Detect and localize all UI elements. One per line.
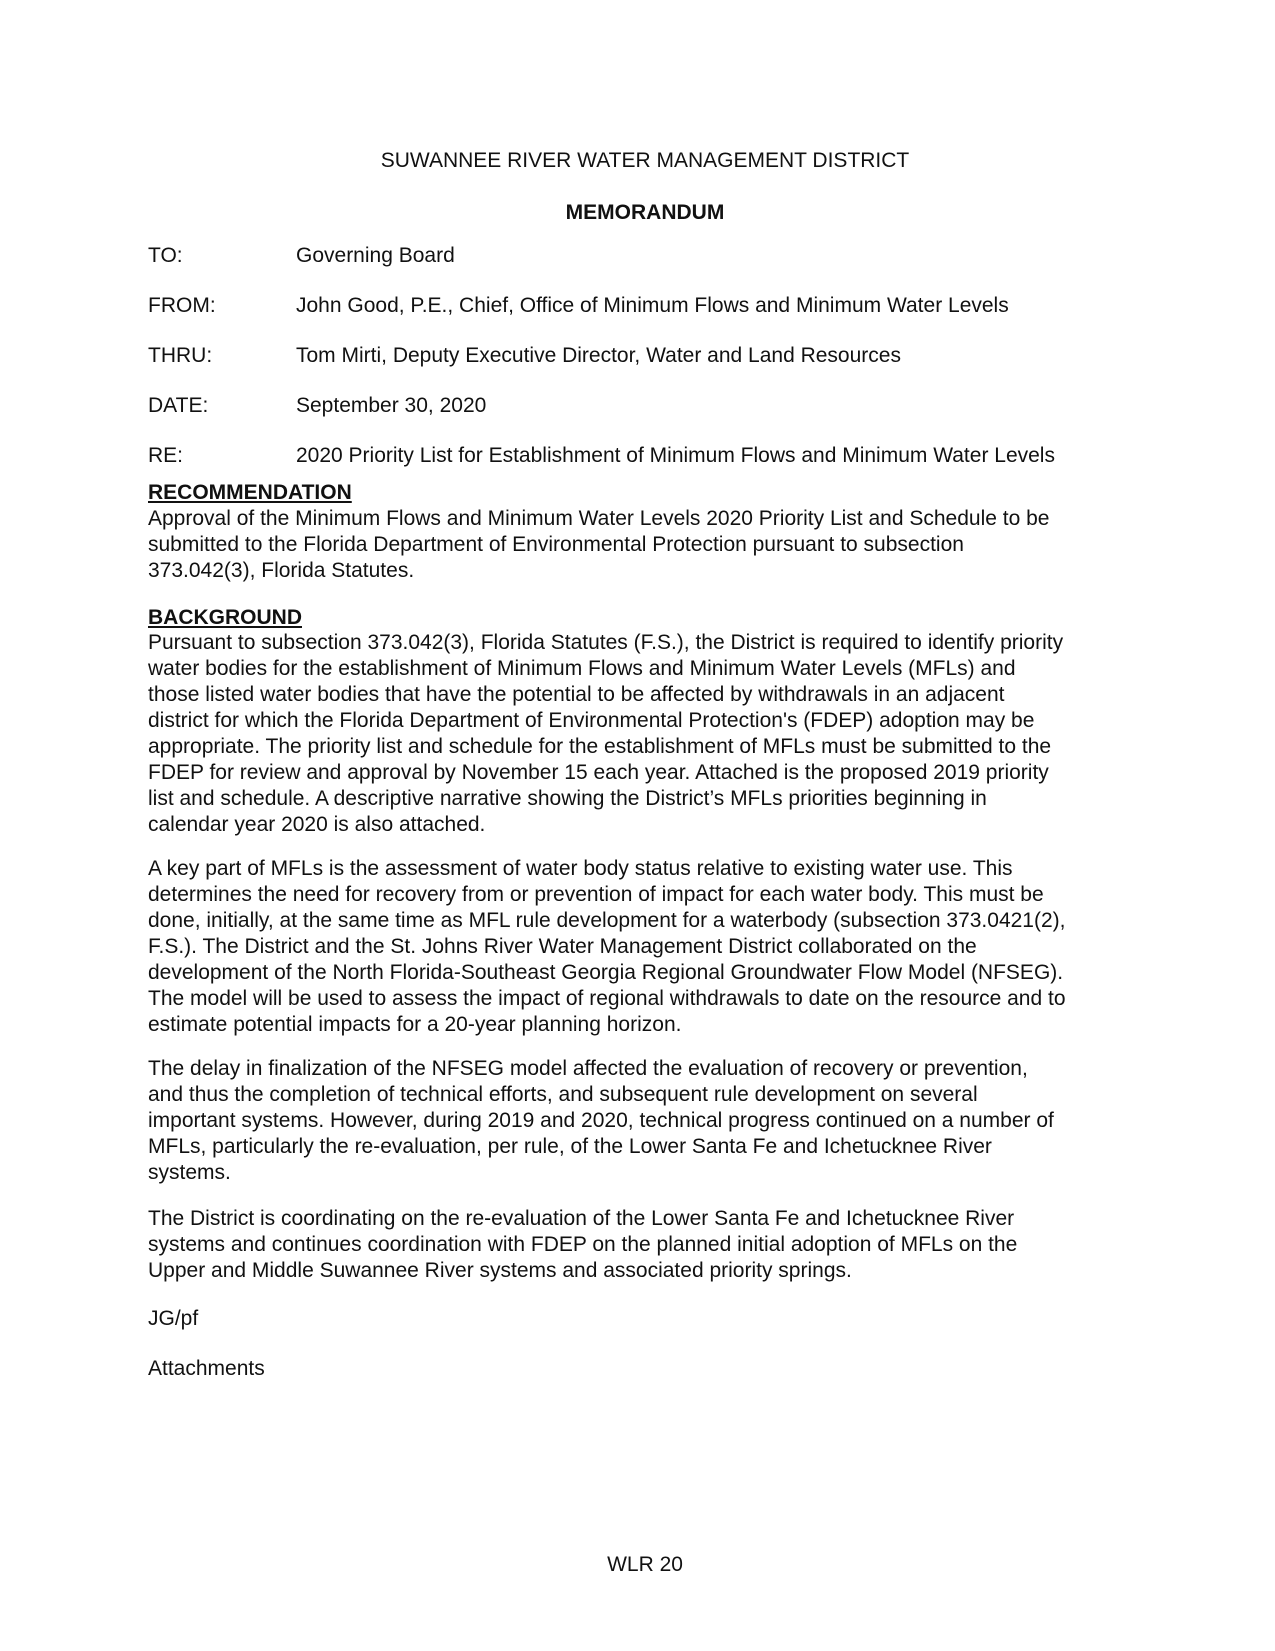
paragraph-line: list and schedule. A descriptive narrative showing the District’s MFLs priorities beginning in	[148, 787, 987, 810]
paragraph-line: The District is coordinating on the re-evaluation of the Lower Santa Fe and Ichetucknee River	[148, 1207, 1015, 1230]
organization-title: SUWANNEE RIVER WATER MANAGEMENT DISTRICT	[380, 149, 910, 172]
paragraph-line: those listed water bodies that have the potential to be affected by withdrawals in an adjacent	[148, 683, 1005, 706]
memorandum-title: MEMORANDUM	[565, 201, 725, 224]
background-paragraph-3	[148, 1056, 1138, 1186]
thru-label: THRU:	[148, 344, 213, 367]
background-paragraph-4	[148, 1206, 1138, 1284]
paragraph-line: estimate potential impacts for a 20-year planning horizon.	[148, 1013, 682, 1036]
date-label: DATE:	[148, 394, 209, 417]
paragraph-line: calendar year 2020 is also attached.	[148, 813, 486, 836]
paragraph-line: systems.	[148, 1161, 231, 1184]
date-value: September 30, 2020	[296, 394, 487, 417]
paragraph-line: The model will be used to assess the impact of regional withdrawals to date on the resource and to	[148, 987, 1066, 1010]
from-label: FROM:	[148, 294, 216, 317]
paragraph-line: water bodies for the establishment of Minimum Flows and Minimum Water Levels (MFLs) and	[148, 657, 1016, 680]
from-value: John Good, P.E., Chief, Office of Minimum Flows and Minimum Water Levels	[296, 294, 1009, 317]
paragraph-line: district for which the Florida Department of Environmental Protection's (FDEP) adoption may be	[148, 709, 1035, 732]
paragraph-line: done, initially, at the same time as MFL rule development for a waterbody (subsection 373.0421(2),	[148, 909, 1066, 932]
paragraph-line: and thus the completion of technical efforts, and subsequent rule development on several	[148, 1083, 978, 1106]
page-number: WLR 20	[607, 1553, 683, 1576]
paragraph-line: appropriate. The priority list and schedule for the establishment of MFLs must be submitted to the	[148, 735, 1052, 758]
background-heading: BACKGROUND	[148, 606, 302, 629]
paragraph-line: Approval of the Minimum Flows and Minimum Water Levels 2020 Priority List and Schedule to be	[148, 507, 1050, 530]
re-label: RE:	[148, 444, 184, 467]
paragraph-line: important systems. However, during 2019 and 2020, technical progress continued on a number of	[148, 1109, 1054, 1132]
background-paragraph-1	[148, 630, 1138, 838]
paragraph-line: A key part of MFLs is the assessment of water body status relative to existing water use. This	[148, 857, 1013, 880]
paragraph-line: determines the need for recovery from or prevention of impact for each water body. This must be	[148, 883, 1044, 906]
paragraph-line: submitted to the Florida Department of Environmental Protection pursuant to subsection	[148, 533, 964, 556]
attachments-label: Attachments	[148, 1357, 265, 1380]
paragraph-line: 373.042(3), Florida Statutes.	[148, 559, 415, 582]
to-label: TO:	[148, 244, 183, 267]
paragraph-line: systems and continues coordination with FDEP on the planned initial adoption of MFLs on the	[148, 1233, 1018, 1256]
paragraph-line: MFLs, particularly the re-evaluation, per rule, of the Lower Santa Fe and Ichetucknee River	[148, 1135, 992, 1158]
paragraph-line: F.S.). The District and the St. Johns River Water Management District collaborated on the	[148, 935, 977, 958]
recommendation-heading: RECOMMENDATION	[148, 481, 352, 504]
thru-value: Tom Mirti, Deputy Executive Director, Water and Land Resources	[296, 344, 901, 367]
paragraph-line: The delay in finalization of the NFSEG model affected the evaluation of recovery or prevention,	[148, 1057, 1028, 1080]
re-value: 2020 Priority List for Establishment of Minimum Flows and Minimum Water Levels	[296, 444, 1055, 467]
paragraph-line: development of the North Florida-Southeast Georgia Regional Groundwater Flow Model (NFSEG).	[148, 961, 1064, 984]
author-initials: JG/pf	[148, 1307, 199, 1330]
recommendation-paragraph	[148, 506, 1138, 584]
to-value: Governing Board	[296, 244, 455, 267]
paragraph-line: Pursuant to subsection 373.042(3), Florida Statutes (F.S.), the District is required to identify priority	[148, 631, 1064, 654]
paragraph-line: FDEP for review and approval by November 15 each year. Attached is the proposed 2019 priority	[148, 761, 1049, 784]
background-paragraph-2	[148, 856, 1138, 1038]
paragraph-line: Upper and Middle Suwannee River systems and associated priority springs.	[148, 1259, 852, 1282]
